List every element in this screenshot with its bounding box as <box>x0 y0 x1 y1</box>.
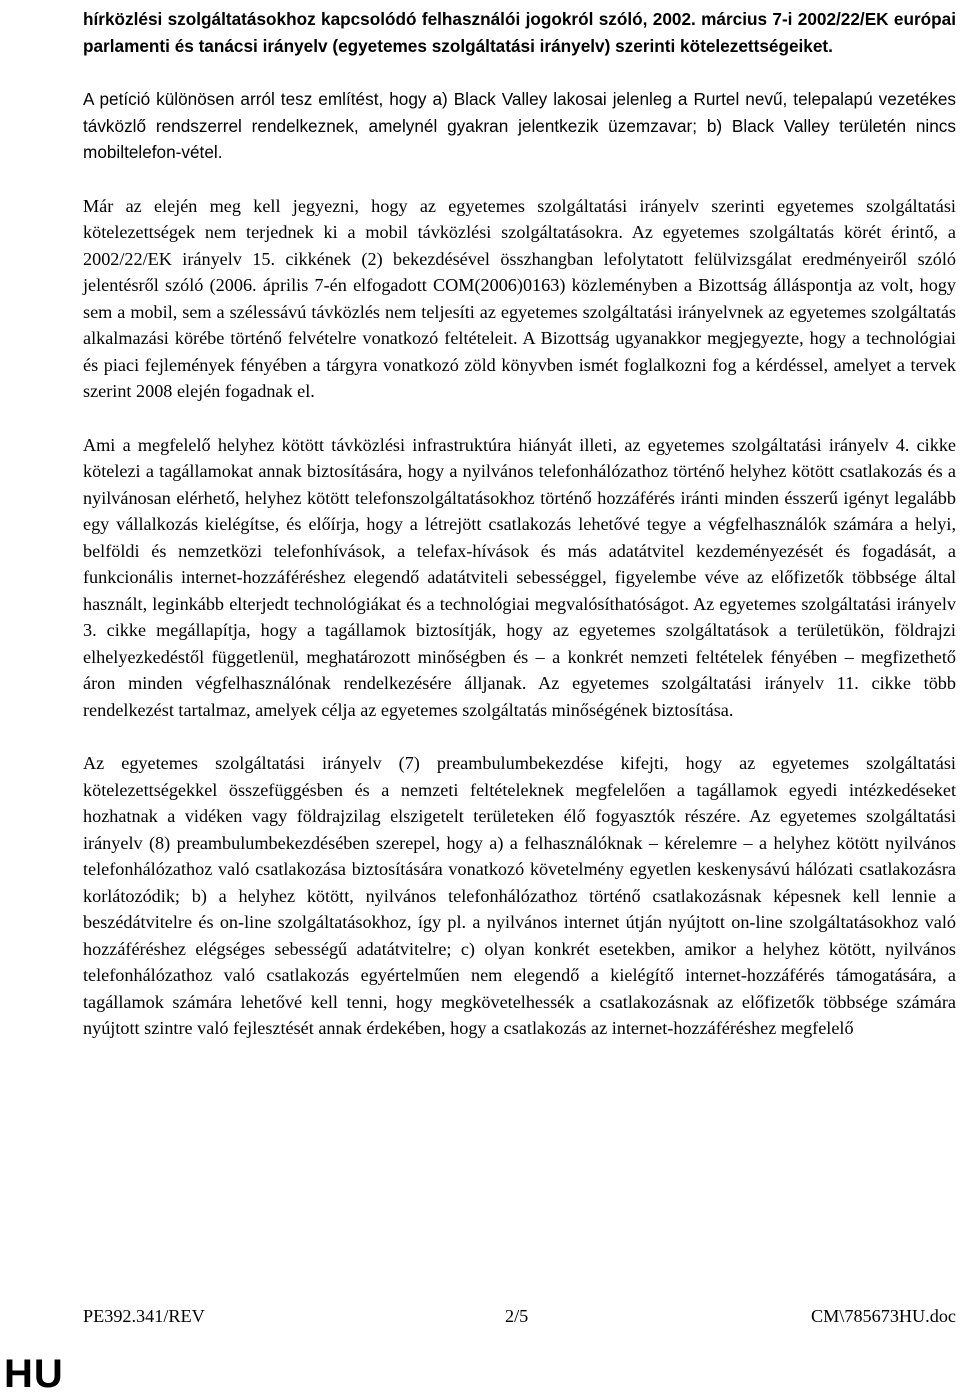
footer-page-number: 2/5 <box>505 1306 529 1326</box>
footer-filename: CM\785673HU.doc <box>811 1306 956 1326</box>
paragraph-gap <box>83 59 956 86</box>
page-footer <box>83 1303 956 1329</box>
language-tag: HU <box>4 1352 64 1396</box>
paragraph-petition: A petíció különösen arról tesz említést, hogy a) Black Valley lakosai jelenleg a Rurtel nevű, telepalapú vezetékes távközlő rendszerrel rendelkeznek, amelynél gyakran jelentkezik üzemzavar; b) Black Valley területén nincs mobiltelefon-vétel. <box>83 89 956 162</box>
paragraph-recitals: Az egyetemes szolgáltatási irányelv (7) preambulumbekezdése kifejti, hogy az egyetemes szolgáltatási kötelezettségekkel összefüggésben és a nemzeti feltételeknek megfelelően a tagállamok egyedi intézkedéseket hozhatnak a vidéken vagy földrajzilag elszigetelt területeken élő fogyasztók részére. Az egyetemes szolgáltatási irányelv (8) preambulumbekezdésében szerepel, hogy a) a felhasználóknak – kérelemre – a helyhez kötött nyilvános telefonhálózathoz való csatlakozása biztosítására vonatkozó követelmény egyetlen keskenysávú hálózati csatlakozásra korlátozódik; b) a helyhez kötött, nyilvános telefonhálózathoz történő csatlakozásnak képesnek kell lennie a beszédátvitelre és on-line szolgáltatásokhoz, így pl. a nyilvános internet útján nyújtott on-line szolgáltatásokhoz való hozzáféréshez elégséges sebességű adatátvitelre; c) olyan konkrét esetekben, amikor a helyhez kötött, nyilvános telefonhálózathoz való csatlakozás egyértelműen nem elegendő a kielégítő internet-hozzáférés támogatására, a tagállamok számára lehetővé kell tenni, hogy megkövetelhessék a csatlakozásnak az előfizetők többsége számára nyújtott szintre való fejlesztését annak érdekében, hogy a csatlakozás az internet-hozzáféréshez megfelelő <box>83 753 956 1038</box>
paragraph-gap <box>83 723 956 750</box>
footer-reference: PE392.341/REV <box>83 1306 205 1326</box>
paragraph-gap <box>83 405 956 432</box>
paragraph-mobile-services: Már az elején meg kell jegyezni, hogy az egyetemes szolgáltatási irányelv szerinti egyetemes szolgáltatási kötelezettségek nem terjednek ki a mobil távközlési szolgáltatásokra. Az egyetemes szolgáltatás körét érintő, a 2002/22/EK irányelv 15. cikkének (2) bekezdésével összhangban lefolytatott felülvizsgálat eredményeiről szóló jelentésről szóló (2006. április 7-én elfogadott COM(2006)0163) közleményben a Bizottság álláspontja az volt, hogy sem a mobil, sem a szélessávú távközlés nem teljesíti az egyetemes szolgáltatási irányelvnek az egyetemes szolgáltatás alkalmazási körébe történő felvételre vonatkozó feltételeit. A Bizottság ugyanakkor megjegyezte, hogy a technológiai és piaci fejlemények fényében a tárgyra vonatkozó zöld könyvben ismét foglalkozni fog a kérdéssel, amelyet a tervek szerint 2008 elején fogadnak el. <box>83 195 956 401</box>
paragraph-fixed-infrastructure: Ami a megfelelő helyhez kötött távközlési infrastruktúra hiányát illeti, az egyetemes szolgáltatási irányelv 4. cikke kötelezi a tagállamokat annak biztosítására, hogy a nyilvános telefonhálózathoz történő helyhez kötött csatlakozás és a nyilvánosan elérhető, helyhez kötött telefonszolgáltatásokhoz történő hozzáférés iránti minden ésszerű igényt legalább egy vállalkozás kielégítse, és előírja, hogy a létrejött csatlakozás lehetővé tegye a végfelhasználók számára a helyi, belföldi és nemzetközi telefonhívások, a telefax-hívások és más adatátvitel kezdeményezését és fogadását, a funkcionális internet-hozzáféréshez elegendő adatátviteli sebességgel, figyelembe véve az előfizetők többsége által használt, leginkább elterjedt technológiákat és a technológiai megvalósíthatóságot. Az egyetemes szolgáltatási irányelv 3. cikke megállapítja, hogy a tagállamok biztosítják, hogy az egyetemes szolgáltatások a területükön, földrajzi elhelyezkedéstől függetlenül, meghatározott minőségben és – a konkrét nemzeti feltételek fényében – megfizethető áron minden végfelhasználónak rendelkezésére álljanak. Az egyetemes szolgáltatási irányelv 11. cikke több rendelkezést tartalmaz, amelyek célja az egyetemes szolgáltatás minőségének biztosítása. <box>83 434 956 720</box>
document-body <box>83 6 956 1042</box>
paragraph-gap <box>83 166 956 193</box>
paragraph-intro-continuation: hírközlési szolgáltatásokhoz kapcsolódó felhasználói jogokról szóló, 2002. március 7-i 2002/22/EK európai parlamenti és tanácsi irányelv (egyetemes szolgáltatási irányelv) szerinti kötelezettségeiket. <box>83 9 956 56</box>
